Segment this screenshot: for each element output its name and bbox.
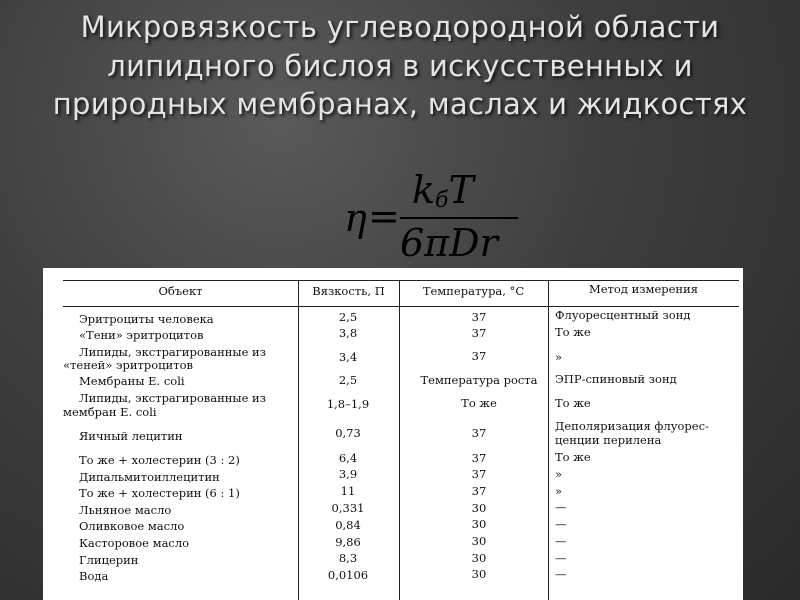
cell-object: То же + холестерин (3 : 2) <box>79 453 240 467</box>
cell-method: То же <box>555 396 591 410</box>
cell-temperature: 37 <box>471 451 487 465</box>
cell-method: — <box>555 500 567 514</box>
cell-viscosity: 8,3 <box>338 551 358 565</box>
cell-method: — <box>555 551 567 565</box>
cell-viscosity: 2,5 <box>338 310 358 324</box>
cell-temperature: 37 <box>471 349 487 363</box>
formula-numerator <box>412 168 474 212</box>
cell-object: Оливковое масло <box>79 519 185 533</box>
cell-viscosity: 3,4 <box>338 350 358 364</box>
cell-object: Льняное масло <box>79 503 172 517</box>
cell-method: — <box>555 567 567 581</box>
cell-object: Эритроциты человека <box>79 312 214 326</box>
cell-temperature: 30 <box>471 534 487 548</box>
cell-temperature: 37 <box>471 426 487 440</box>
cell-object: «Тени» эритроцитов <box>79 328 204 342</box>
formula-lhs: η <box>344 196 367 240</box>
cell-method: Флуоресцентный зонд <box>555 308 691 322</box>
cell-object: Касторовое масло <box>79 536 190 550</box>
cell-temperature: 30 <box>471 501 487 515</box>
cell-temperature: 37 <box>471 326 487 340</box>
cell-viscosity: 0,84 <box>335 518 361 532</box>
cell-temperature: То же <box>461 396 497 410</box>
cell-viscosity: 6,4 <box>338 451 358 465</box>
cell-method: ЭПР-спиновый зонд <box>555 372 677 386</box>
formula-denominator: 6πDr <box>400 221 498 265</box>
header-object: Объект <box>158 284 203 298</box>
cell-viscosity: 2,5 <box>338 373 358 387</box>
cell-viscosity: 0,331 <box>331 501 365 515</box>
cell-method: Деполяризация флуорес- <box>555 419 709 433</box>
cell-object: Яичный лецитин <box>79 429 183 443</box>
cell-object: Глицерин <box>79 553 139 567</box>
cell-viscosity: 11 <box>340 484 356 498</box>
cell-temperature: 30 <box>471 567 487 581</box>
cell-method: То же <box>555 450 591 464</box>
cell-object: Вода <box>79 569 109 583</box>
header-viscosity: Вязкость, П <box>312 284 385 298</box>
cell-viscosity: 9,86 <box>335 535 361 549</box>
cell-object-line2: мембран E. coli <box>63 405 157 419</box>
cell-temperature: Температура роста <box>420 373 538 387</box>
cell-method: То же <box>555 325 591 339</box>
cell-object: То же + холестерин (6 : 1) <box>79 486 240 500</box>
cell-method: » <box>555 350 563 364</box>
header-temperature: Температура, °С <box>422 284 525 298</box>
cell-viscosity: 3,9 <box>338 467 358 481</box>
cell-viscosity: 0,73 <box>335 426 361 440</box>
cell-object: Дипальмитоиллецитин <box>79 470 220 484</box>
table-header-rule <box>63 306 739 307</box>
viscosity-table <box>43 268 743 600</box>
cell-temperature: 37 <box>471 467 487 481</box>
formula-numerator-t: T <box>448 168 474 212</box>
viscosity-formula <box>340 168 500 268</box>
cell-object: Мембраны E. coli <box>79 374 185 388</box>
formula-numerator-k: k <box>412 168 436 212</box>
slide-title: Микровязкость углеводородной области липидного бислоя в искусственных и природных мембранах, маслах и жидкостях <box>52 10 748 121</box>
cell-temperature: 30 <box>471 517 487 531</box>
formula-numerator-sub: б <box>435 188 449 213</box>
cell-viscosity: 0,0106 <box>327 568 369 582</box>
cell-temperature: 37 <box>471 484 487 498</box>
header-method: Метод измерения <box>588 282 699 296</box>
cell-object-line2: «теней» эритроцитов <box>63 358 193 372</box>
cell-temperature: 37 <box>471 310 487 324</box>
cell-object: Липиды, экстрагированные из <box>79 391 266 405</box>
formula-fraction-bar <box>400 217 518 219</box>
cell-object: Липиды, экстрагированные из <box>79 345 266 359</box>
cell-temperature: 30 <box>471 551 487 565</box>
cell-viscosity: 3,8 <box>338 326 358 340</box>
table-top-rule <box>63 280 739 281</box>
cell-method: » <box>555 484 563 498</box>
cell-method: » <box>555 467 563 481</box>
cell-viscosity: 1,8–1,9 <box>326 397 370 411</box>
cell-method: — <box>555 517 567 531</box>
cell-method: — <box>555 534 567 548</box>
cell-method-line2: ценции перилена <box>555 433 662 447</box>
formula-equals: = <box>368 194 400 238</box>
